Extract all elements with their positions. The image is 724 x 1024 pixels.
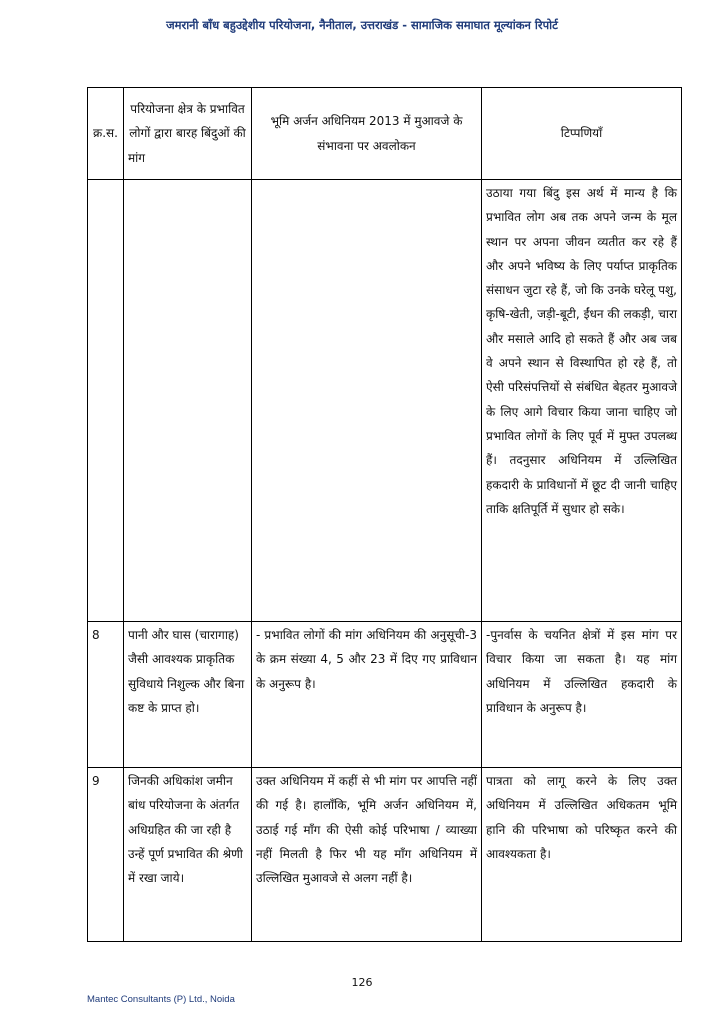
cell-observation: उक्त अधिनियम में कहीं से भी मांग पर आपत्ति नहीं की गई है। हालाँकि, भूमि अर्जन अधिनियम में, उठाई गई माँग की ऐसी कोई परिभाषा / व्याख्या नहीं मिलती है फिर भी यह माँग अधिनियम में उल्लिखित मुआवजे से अलग नहीं है। [252, 768, 482, 942]
col-header-remarks: टिप्पणियाँ [482, 88, 682, 180]
cell-demand: पानी और घास (चारागाह) जैसी आवश्यक प्राकृतिक सुविधाये निशुल्क और बिना कष्ट के प्राप्त हो। [124, 622, 252, 768]
cell-observation [252, 180, 482, 622]
table-row [88, 622, 682, 768]
cell-observation: - प्रभावित लोगों की मांग अधिनियम की अनुसूची-3 के क्रम संख्या 4, 5 और 23 में दिए गए प्राविधान के अनुरूप है। [252, 622, 482, 768]
footer-company: Mantec Consultants (P) Ltd., Noida [87, 994, 235, 1005]
cell-sn: 9 [88, 768, 124, 942]
demands-table [87, 87, 682, 942]
cell-remarks: पात्रता को लागू करने के लिए उक्त अधिनियम में उल्लिखित अधिकतम भूमि हानि की परिभाषा को परिष्कृत करने की आवश्यकता है। [482, 768, 682, 942]
table-header-row [88, 88, 682, 180]
col-header-observation: भूमि अर्जन अधिनियम 2013 में मुआवजे के संभावना पर अवलोकन [252, 88, 482, 180]
page-number: 126 [351, 976, 373, 989]
cell-sn [88, 180, 124, 622]
page-header: जमरानी बाँध बहुउद्देशीय परियोजना, नैनीताल, उत्तराखंड - सामाजिक समाघात मूल्यांकन रिपोर्ट [166, 18, 558, 32]
cell-demand [124, 180, 252, 622]
cell-sn: 8 [88, 622, 124, 768]
col-header-sn: क्र.स. [88, 88, 124, 180]
cell-demand: जिनकी अधिकांश जमीन बांध परियोजना के अंतर्गत अधिग्रहित की जा रही है उन्हें पूर्ण प्रभावित की श्रेणी में रखा जाये। [124, 768, 252, 942]
cell-remarks: उठाया गया बिंदु इस अर्थ में मान्य है कि प्रभावित लोग अब तक अपने जन्म के मूल स्थान पर अपना जीवन व्यतीत कर रहे हैं और अपने भविष्य के लिए पर्याप्त प्राकृतिक संसाधन जुटा रहे हैं, जो कि उनके घरेलू पशु, कृषि-खेती, जड़ी-बूटी, ईंधन की लकड़ी, चारा और मसाले आदि हो सकते हैं और अब जब वे अपने स्थान से विस्थापित हो रहे हैं, तो ऐसी परिसंपत्तियों से संबंधित बेहतर मुआवजे के लिए आगे विचार किया जाना चाहिए जो प्रभावित लोगों के लिए पूर्व में मुफ्त उपलब्ध हैं। तदनुसार अधिनियम में उल्लिखित हकदारी के प्राविधानों में छूट दी जानी चाहिए ताकि क्षतिपूर्ति में सुधार हो सके। [482, 180, 682, 622]
cell-remarks: -पुनर्वास के चयनित क्षेत्रों में इस मांग पर विचार किया जा सकता है। यह मांग अधिनियम में उल्लिखित हकदारी के प्राविधान के अनुरूप है। [482, 622, 682, 768]
table-row [88, 768, 682, 942]
table-row [88, 180, 682, 622]
col-header-demand: परियोजना क्षेत्र के प्रभावित लोगों द्वारा बारह बिंदुओं की मांग [124, 88, 252, 180]
